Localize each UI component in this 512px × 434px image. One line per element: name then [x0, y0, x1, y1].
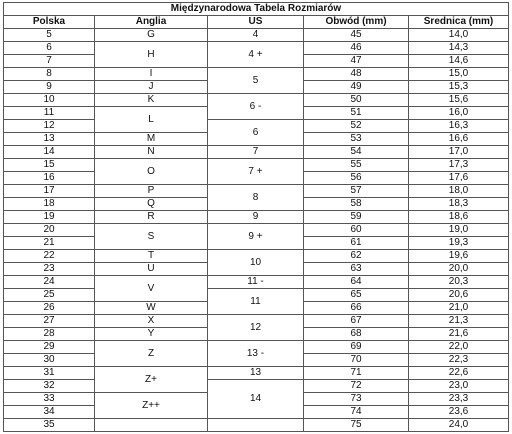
cell-obwod: 65 [304, 289, 409, 302]
cell-obwod: 66 [304, 302, 409, 315]
cell-polska: 35 [4, 419, 95, 432]
cell-polska: 30 [4, 354, 95, 367]
table-row [4, 94, 509, 107]
cell-polska: 15 [4, 159, 95, 172]
cell-us: 14 [208, 380, 304, 419]
cell-polska: 21 [4, 237, 95, 250]
cell-obwod: 49 [304, 81, 409, 94]
size-table [3, 2, 509, 432]
cell-anglia: M [95, 133, 208, 146]
cell-us: 6 [208, 120, 304, 146]
table-row [4, 250, 509, 263]
cell-srednica: 14,6 [409, 55, 509, 68]
table-row [4, 159, 509, 172]
cell-polska: 7 [4, 55, 95, 68]
table-row [4, 367, 509, 380]
cell-us: 9 + [208, 224, 304, 250]
cell-anglia: U [95, 263, 208, 276]
cell-us: 10 [208, 250, 304, 276]
cell-obwod: 72 [304, 380, 409, 393]
table-row [4, 211, 509, 224]
cell-us [208, 419, 304, 432]
table-row [4, 224, 509, 237]
cell-polska: 25 [4, 289, 95, 302]
cell-obwod: 53 [304, 133, 409, 146]
table-row [4, 289, 509, 302]
cell-srednica: 15,3 [409, 81, 509, 94]
table-row [4, 68, 509, 81]
table-row [4, 29, 509, 42]
cell-anglia: V [95, 276, 208, 302]
cell-us: 4 [208, 29, 304, 42]
cell-srednica: 15,0 [409, 68, 509, 81]
cell-polska: 32 [4, 380, 95, 393]
cell-srednica: 22,3 [409, 354, 509, 367]
cell-polska: 6 [4, 42, 95, 55]
cell-obwod: 59 [304, 211, 409, 224]
cell-us: 8 [208, 185, 304, 211]
cell-anglia: K [95, 94, 208, 107]
cell-us: 9 [208, 211, 304, 224]
cell-obwod: 70 [304, 354, 409, 367]
table-row [4, 146, 509, 159]
cell-srednica: 20,6 [409, 289, 509, 302]
cell-obwod: 67 [304, 315, 409, 328]
cell-obwod: 51 [304, 107, 409, 120]
cell-srednica: 23,6 [409, 406, 509, 419]
cell-srednica: 16,3 [409, 120, 509, 133]
cell-us: 13 - [208, 341, 304, 367]
cell-polska: 9 [4, 81, 95, 94]
cell-anglia: O [95, 159, 208, 185]
cell-polska: 8 [4, 68, 95, 81]
cell-obwod: 62 [304, 250, 409, 263]
cell-srednica: 14,0 [409, 29, 509, 42]
cell-polska: 27 [4, 315, 95, 328]
cell-anglia: Z [95, 341, 208, 367]
cell-obwod: 64 [304, 276, 409, 289]
cell-srednica: 20,0 [409, 263, 509, 276]
cell-polska: 24 [4, 276, 95, 289]
cell-srednica: 17,0 [409, 146, 509, 159]
cell-srednica: 17,6 [409, 172, 509, 185]
cell-anglia: I [95, 68, 208, 81]
cell-polska: 12 [4, 120, 95, 133]
table-row [4, 42, 509, 55]
cell-anglia: T [95, 250, 208, 263]
cell-polska: 29 [4, 341, 95, 354]
cell-srednica: 22,6 [409, 367, 509, 380]
table-title: Międzynarodowa Tabela Rozmiarów [4, 3, 509, 16]
cell-srednica: 17,3 [409, 159, 509, 172]
cell-obwod: 57 [304, 185, 409, 198]
cell-anglia: W [95, 302, 208, 315]
cell-anglia: Y [95, 328, 208, 341]
cell-srednica: 22,0 [409, 341, 509, 354]
table-row [4, 380, 509, 393]
cell-obwod: 58 [304, 198, 409, 211]
cell-srednica: 19,6 [409, 250, 509, 263]
cell-obwod: 48 [304, 68, 409, 81]
cell-obwod: 52 [304, 120, 409, 133]
cell-srednica: 16,6 [409, 133, 509, 146]
cell-polska: 11 [4, 107, 95, 120]
cell-srednica: 21,0 [409, 302, 509, 315]
header-us: US [208, 16, 304, 29]
cell-polska: 31 [4, 367, 95, 380]
cell-srednica: 15,6 [409, 94, 509, 107]
cell-anglia: Z++ [95, 393, 208, 419]
cell-srednica: 24,0 [409, 419, 509, 432]
cell-srednica: 21,3 [409, 315, 509, 328]
cell-us: 11 [208, 289, 304, 315]
cell-polska: 23 [4, 263, 95, 276]
cell-anglia: J [95, 81, 208, 94]
cell-obwod: 45 [304, 29, 409, 42]
cell-srednica: 19,0 [409, 224, 509, 237]
cell-obwod: 68 [304, 328, 409, 341]
cell-obwod: 54 [304, 146, 409, 159]
cell-us: 7 + [208, 159, 304, 185]
cell-anglia: L [95, 107, 208, 133]
cell-polska: 10 [4, 94, 95, 107]
cell-us: 7 [208, 146, 304, 159]
cell-us: 11 - [208, 276, 304, 289]
cell-srednica: 14,3 [409, 42, 509, 55]
cell-us: 6 - [208, 94, 304, 120]
header-polska: Polska [4, 16, 95, 29]
cell-us: 13 [208, 367, 304, 380]
cell-obwod: 55 [304, 159, 409, 172]
cell-polska: 28 [4, 328, 95, 341]
cell-polska: 13 [4, 133, 95, 146]
cell-polska: 5 [4, 29, 95, 42]
cell-srednica: 20,3 [409, 276, 509, 289]
header-obwod: Obwód (mm) [304, 16, 409, 29]
cell-us: 5 [208, 68, 304, 94]
table-body [4, 29, 509, 432]
cell-anglia [95, 419, 208, 432]
cell-polska: 22 [4, 250, 95, 263]
cell-srednica: 23,3 [409, 393, 509, 406]
cell-srednica: 18,6 [409, 211, 509, 224]
cell-polska: 16 [4, 172, 95, 185]
cell-obwod: 56 [304, 172, 409, 185]
cell-anglia: P [95, 185, 208, 198]
cell-polska: 19 [4, 211, 95, 224]
cell-obwod: 69 [304, 341, 409, 354]
cell-anglia: H [95, 42, 208, 68]
cell-obwod: 46 [304, 42, 409, 55]
table-row [4, 276, 509, 289]
cell-anglia: Q [95, 198, 208, 211]
cell-obwod: 50 [304, 94, 409, 107]
cell-obwod: 47 [304, 55, 409, 68]
cell-srednica: 18,0 [409, 185, 509, 198]
cell-polska: 26 [4, 302, 95, 315]
cell-obwod: 71 [304, 367, 409, 380]
cell-obwod: 73 [304, 393, 409, 406]
cell-obwod: 75 [304, 419, 409, 432]
cell-anglia: G [95, 29, 208, 42]
cell-srednica: 16,0 [409, 107, 509, 120]
cell-us: 12 [208, 315, 304, 341]
cell-anglia: S [95, 224, 208, 250]
cell-srednica: 23,0 [409, 380, 509, 393]
cell-obwod: 60 [304, 224, 409, 237]
table-row [4, 315, 509, 328]
header-anglia: Anglia [95, 16, 208, 29]
cell-anglia: N [95, 146, 208, 159]
cell-srednica: 19,3 [409, 237, 509, 250]
cell-anglia: X [95, 315, 208, 328]
cell-obwod: 74 [304, 406, 409, 419]
cell-obwod: 61 [304, 237, 409, 250]
cell-polska: 17 [4, 185, 95, 198]
table-row [4, 419, 509, 432]
table-row [4, 120, 509, 133]
cell-srednica: 18,3 [409, 198, 509, 211]
header-srednica: Średnica (mm) [409, 16, 509, 29]
cell-polska: 14 [4, 146, 95, 159]
cell-anglia: R [95, 211, 208, 224]
table-row [4, 185, 509, 198]
cell-polska: 34 [4, 406, 95, 419]
cell-obwod: 63 [304, 263, 409, 276]
cell-us: 4 + [208, 42, 304, 68]
cell-polska: 20 [4, 224, 95, 237]
table-row [4, 341, 509, 354]
header-row [4, 16, 509, 29]
title-row [4, 3, 509, 16]
cell-anglia: Z+ [95, 367, 208, 393]
cell-srednica: 21,6 [409, 328, 509, 341]
cell-polska: 33 [4, 393, 95, 406]
cell-polska: 18 [4, 198, 95, 211]
